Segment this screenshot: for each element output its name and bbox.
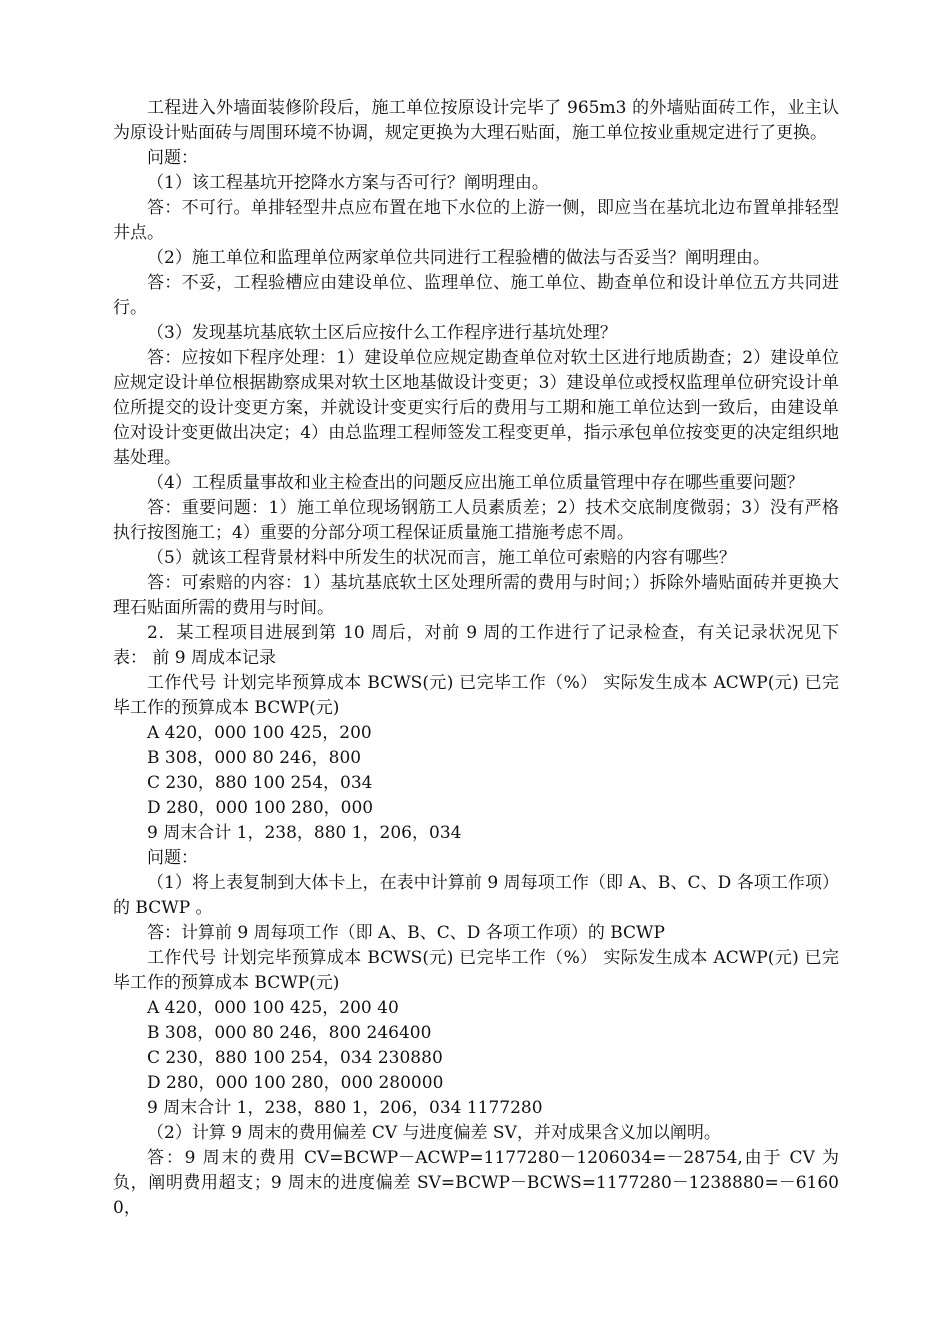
paragraph-question-3: （3）发现基坑基底软土区后应按什么工作程序进行基坑处理？ [147, 323, 617, 343]
table-2-row-total: 9 周末合计 1，238，880 1，206，034 1177280 [147, 1098, 543, 1118]
paragraph-question-1: （1）该工程基坑开挖降水方案与否可行？阐明理由。 [147, 173, 549, 193]
paragraph-case-2-question-1: （1）将上表复制到大体卡上，在表中计算前 9 周每项工作（即 A、B、C、D 各项工作项）的 BCWP 。 [113, 873, 839, 918]
table-2-row-d: D 280，000 100 280，000 280000 [147, 1073, 444, 1093]
paragraph-answer-4: 答：重要问题：1）施工单位现场钢筋工人员素质差；2）技术交底制度微弱；3）没有严格执行按图施工；4）重要的分部分项工程保证质量施工措施考虑不周。 [113, 498, 839, 543]
table-2-row-c: C 230，880 100 254，034 230880 [147, 1048, 443, 1068]
table-row-c: C 230，880 100 254，034 [147, 773, 373, 793]
table-2-row-b: B 308，000 80 246，800 246400 [147, 1023, 432, 1043]
document-body [113, 96, 839, 1221]
paragraph-question-2: （2）施工单位和监理单位两家单位共同进行工程验槽的做法与否妥当？阐明理由。 [147, 248, 770, 268]
table-row-d: D 280，000 100 280，000 [147, 798, 374, 818]
paragraph-answer-2: 答：不妥，工程验槽应由建设单位、监理单位、施工单位、勘查单位和设计单位五方共同进行。 [113, 273, 839, 318]
table-2-header-line: 工作代号 计划完毕预算成本 BCWS(元) 已完毕工作（%） 实际发生成本 ACWP(元) 已完毕工作的预算成本 BCWP(元) [113, 948, 839, 993]
paragraph-answer-1: 答：不可行。单排轻型井点应布置在地下水位的上游一侧，即应当在基坑北边布置单排轻型井点。 [113, 198, 839, 243]
table-row-a: A 420，000 100 425，200 [147, 723, 372, 743]
paragraph-question-5: （5）就该工程背景材料中所发生的状况而言，施工单位可索赔的内容有哪些？ [147, 548, 736, 568]
paragraph-case-2-intro: 2．某工程项目进展到第 10 周后，对前 9 周的工作进行了记录检查，有关记录状况见下表： 前 9 周成本记录 [113, 623, 839, 668]
paragraph-answer-5: 答：可索赔的内容：1）基坑基底软土区处理所需的费用与时间；）拆除外墙贴面砖并更换大理石贴面所需的费用与时间。 [113, 573, 839, 618]
paragraph-case-2-answer-2: 答：9 周末的费用 CV=BCWP－ACWP=1177280－1206034=－28754,由于 CV 为负，阐明费用超支；9 周末的进度偏差 SV=BCWP－BCWS=1177280－1238880=－61600， [113, 1148, 839, 1218]
paragraph-case-2-answer-1: 答：计算前 9 周每项工作（即 A、B、C、D 各项工作项）的 BCWP [147, 923, 665, 943]
paragraph-questions-heading-2: 问题： [147, 848, 198, 868]
paragraph-answer-3: 答：应按如下程序处理：1）建设单位应规定勘查单位对软土区进行地质勘查；2）建设单位应规定设计单位根据勘察成果对软土区地基做设计变更；3）建设单位或授权监理单位研究设计单位所提交的设计变更方案，并就设计变更实行后的费用与工期和施工单位达到一致后，由建设单位对设计变更做出决定；4）由总监理工程师签发工程变更单，指示承包单位按变更的决定组织地基处理。 [113, 348, 839, 468]
paragraph-background: 工程进入外墙面装修阶段后，施工单位按原设计完毕了 965m3 的外墙贴面砖工作，业主认为原设计贴面砖与周围环境不协调，规定更换为大理石贴面，施工单位按业重规定进行了更换。 [113, 98, 839, 143]
paragraph-case-2-question-2: （2）计算 9 周末的费用偏差 CV 与进度偏差 SV，并对成果含义加以阐明。 [147, 1123, 721, 1143]
paragraph-questions-heading: 问题： [147, 148, 198, 168]
table-2-row-a: A 420，000 100 425，200 40 [147, 998, 399, 1018]
table-row-b: B 308，000 80 246，800 [147, 748, 362, 768]
paragraph-question-4: （4）工程质量事故和业主检查出的问题反应出施工单位质量管理中存在哪些重要问题？ [147, 473, 804, 493]
table-row-total: 9 周末合计 1，238，880 1，206，034 [147, 823, 462, 843]
table-header-line: 工作代号 计划完毕预算成本 BCWS(元) 已完毕工作（%） 实际发生成本 ACWP(元) 已完毕工作的预算成本 BCWP(元) [113, 673, 839, 718]
